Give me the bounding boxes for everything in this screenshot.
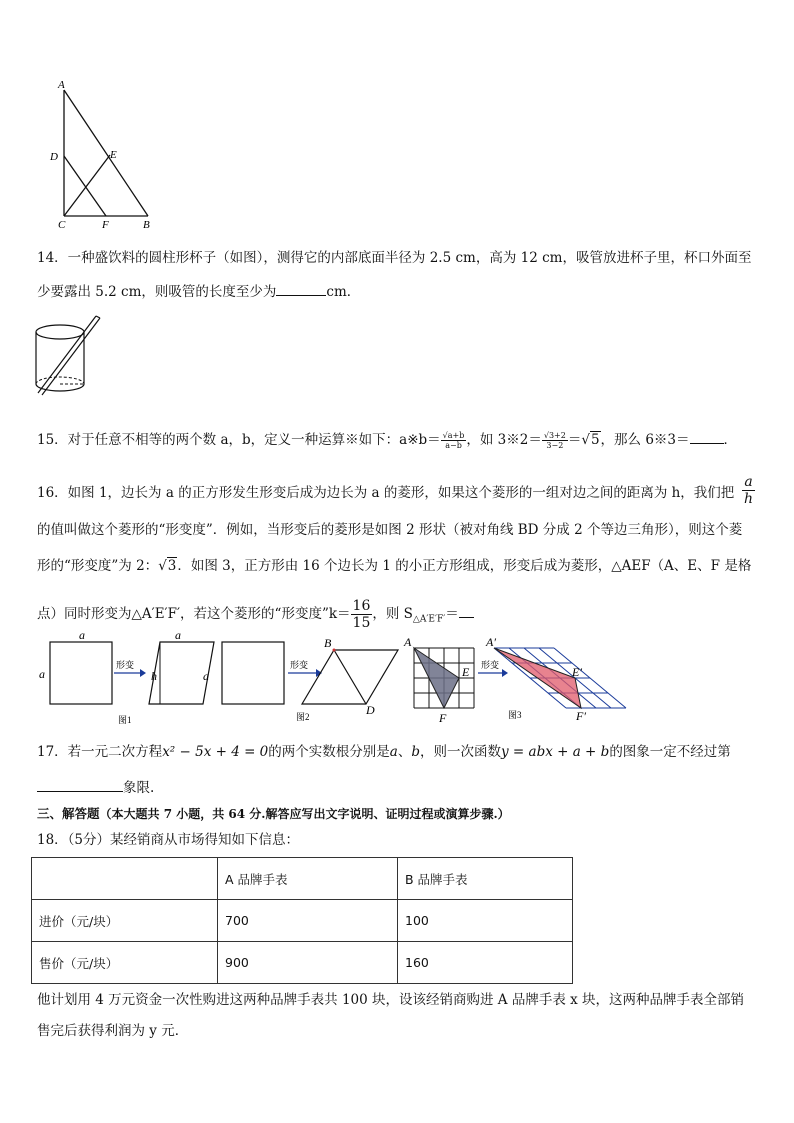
q15-text-a: 15．对于任意不相等的两个数 a，b，定义一种运算※如下：a※b＝ bbox=[37, 432, 441, 448]
q16-answer-blank[interactable] bbox=[459, 617, 474, 618]
q14-answer-blank[interactable] bbox=[276, 295, 326, 296]
fig1-top-a: a bbox=[79, 628, 85, 642]
q16-frac-num: a bbox=[742, 474, 755, 491]
fig2-D-label: D bbox=[366, 703, 375, 717]
q15-example-fraction bbox=[542, 431, 568, 450]
q17-line2 bbox=[37, 779, 154, 797]
q16-frac-den: h bbox=[744, 491, 754, 507]
q17-function: y = abx + a + b bbox=[501, 744, 610, 760]
table-cell: 900 bbox=[218, 942, 398, 984]
q15-text-b: ，如 3※2＝ bbox=[466, 432, 542, 448]
q16-line2: 的值叫做这个菱形的“形变度”．例如，当形变后的菱形是如图 2 形状（被对角线 BD 分成 2 个等边三角形），则这个菱 bbox=[37, 522, 743, 538]
q18-line2: 售完后获得利润为 y 元． bbox=[37, 1023, 189, 1039]
label-E: E bbox=[110, 149, 117, 161]
label-D: D bbox=[50, 151, 58, 163]
q16-sqrt3: √3 bbox=[158, 558, 177, 574]
fig1-arrow-label: 形变 bbox=[116, 660, 135, 670]
q15-answer-blank[interactable] bbox=[690, 443, 724, 444]
q17-text-c: ，则一次函数 bbox=[420, 744, 501, 760]
section3-heading bbox=[37, 805, 510, 823]
section3-title: 三、解答题 bbox=[37, 806, 100, 821]
fig2-caption: 图2 bbox=[296, 712, 310, 722]
label-A: A bbox=[58, 79, 65, 91]
label-C: C bbox=[58, 219, 66, 231]
q16-line4-c: ＝ bbox=[445, 606, 459, 622]
table-header-row bbox=[32, 858, 573, 900]
q16-line1: 16．如图 1，边长为 a 的正方形发生形变后成为边长为 a 的菱形，如果这个菱形的一组对边之间的距离为 h，我们把 bbox=[37, 485, 735, 501]
q15-text-e: ． bbox=[723, 432, 738, 448]
q17-text-a: 17．若一元二次方程 bbox=[37, 744, 163, 760]
fig1-left-a: a bbox=[39, 667, 45, 681]
label-F: F bbox=[102, 219, 109, 231]
table-cell: 160 bbox=[398, 942, 573, 984]
fig1-rhombus-a: a bbox=[175, 628, 181, 642]
fig3-F2-label: F′ bbox=[576, 709, 586, 723]
fig1-caption: 图1 bbox=[118, 715, 132, 725]
fig3-A2-label: A′ bbox=[486, 635, 496, 649]
q14-unit: cm． bbox=[326, 284, 361, 300]
q15-text-d: ，那么 6※3＝ bbox=[600, 432, 690, 448]
q18-line1: 他计划用 4 万元资金一次性购进这两种品牌手表共 100 块，设该经销商购进 A 品牌手表 x 块，这两种品牌手表全部销 bbox=[37, 992, 745, 1008]
q15-example-den: 3−2 bbox=[546, 441, 564, 450]
label-B: B bbox=[143, 219, 150, 231]
table-cell: B 品牌手表 bbox=[398, 858, 573, 900]
q18-intro: 18．（5分）某经销商从市场得知如下信息： bbox=[37, 832, 300, 848]
q17-text-d: 的图象一定不经过第 bbox=[609, 744, 731, 760]
q16-line3-a: 形的“形变度”为 2： bbox=[37, 558, 159, 574]
q14-line2-text: 少要露出 5.2 cm，则吸管的长度至少为 bbox=[37, 284, 277, 300]
q16-line4-a: 点）同时形变为△A′E′F′，若这个菱形的“形变度”k＝ bbox=[37, 606, 351, 622]
table-cell: 进价（元/块） bbox=[32, 900, 218, 942]
q14-line1: 14．一种盛饮料的圆柱形杯子（如图），测得它的内部底面半径为 2.5 cm，高为 12 cm，吸管放进杯子里，杯口外面至 bbox=[37, 250, 752, 266]
q16-figures bbox=[36, 628, 636, 728]
q16-line4-b: ，则 S bbox=[372, 606, 413, 622]
table-cell bbox=[32, 858, 218, 900]
q15-def-fraction bbox=[441, 431, 467, 450]
fig3-A-label: A bbox=[404, 635, 412, 649]
q16-line3-b: ．如图 3，正方形由 16 个边长为 1 的小正方形组成，形变后成为菱形，△AEF（A、E、F 是格 bbox=[177, 558, 752, 574]
q15-def-den: a−b bbox=[445, 441, 462, 450]
q16-area-subscript: △A′E′F′ bbox=[412, 614, 446, 625]
q15-sqrt5: √5 bbox=[581, 432, 600, 448]
table-cell: 700 bbox=[218, 900, 398, 942]
fig3-E-label: E bbox=[462, 665, 470, 679]
fig1-h-label: h bbox=[151, 669, 157, 683]
q16-k-fraction bbox=[351, 598, 373, 631]
q15-line bbox=[37, 431, 737, 450]
triangle-figure bbox=[40, 78, 170, 233]
q17-sep: 、 bbox=[397, 744, 412, 760]
q15-def-num: √a+b bbox=[442, 431, 465, 440]
fig3-E2-label: E′ bbox=[572, 665, 582, 679]
q16-k-den: 15 bbox=[352, 615, 371, 631]
table-row bbox=[32, 900, 573, 942]
q16-a-over-h bbox=[742, 474, 755, 507]
q17-line2-text: 象限. bbox=[123, 780, 155, 796]
table-cell: A 品牌手表 bbox=[218, 858, 398, 900]
table-cell: 售价（元/块） bbox=[32, 942, 218, 984]
fig3-F-label: F bbox=[439, 711, 447, 725]
q17-answer-blank[interactable] bbox=[37, 791, 123, 792]
q17-equation: x² − 5x + 4 = 0 bbox=[162, 744, 269, 760]
section3-desc: （本大题共 7 小题，共 64 分.解答应写出文字说明、证明过程或演算步骤.） bbox=[99, 807, 510, 821]
q17-text-b: 的两个实数根分别是 bbox=[268, 744, 390, 760]
table-row bbox=[32, 942, 573, 984]
fig3-caption: 图3 bbox=[508, 710, 522, 720]
price-table bbox=[31, 857, 573, 984]
fig2-arrow-label: 形变 bbox=[290, 660, 309, 670]
table-cell: 100 bbox=[398, 900, 573, 942]
q16-k-num: 16 bbox=[352, 598, 371, 614]
q17-root-a: a bbox=[389, 744, 398, 760]
q15-example-num: √3+2 bbox=[543, 431, 566, 440]
fig3-arrow-label: 形变 bbox=[481, 660, 500, 670]
q17-line1 bbox=[37, 743, 731, 761]
q16-line3 bbox=[37, 557, 751, 575]
q14-line2 bbox=[37, 283, 360, 301]
q15-text-c: ＝ bbox=[567, 432, 582, 448]
fig1-right-a: a bbox=[203, 669, 209, 683]
fig2-B-label: B bbox=[324, 636, 332, 650]
cup-figure bbox=[30, 312, 110, 404]
q17-root-b: b bbox=[411, 744, 420, 760]
